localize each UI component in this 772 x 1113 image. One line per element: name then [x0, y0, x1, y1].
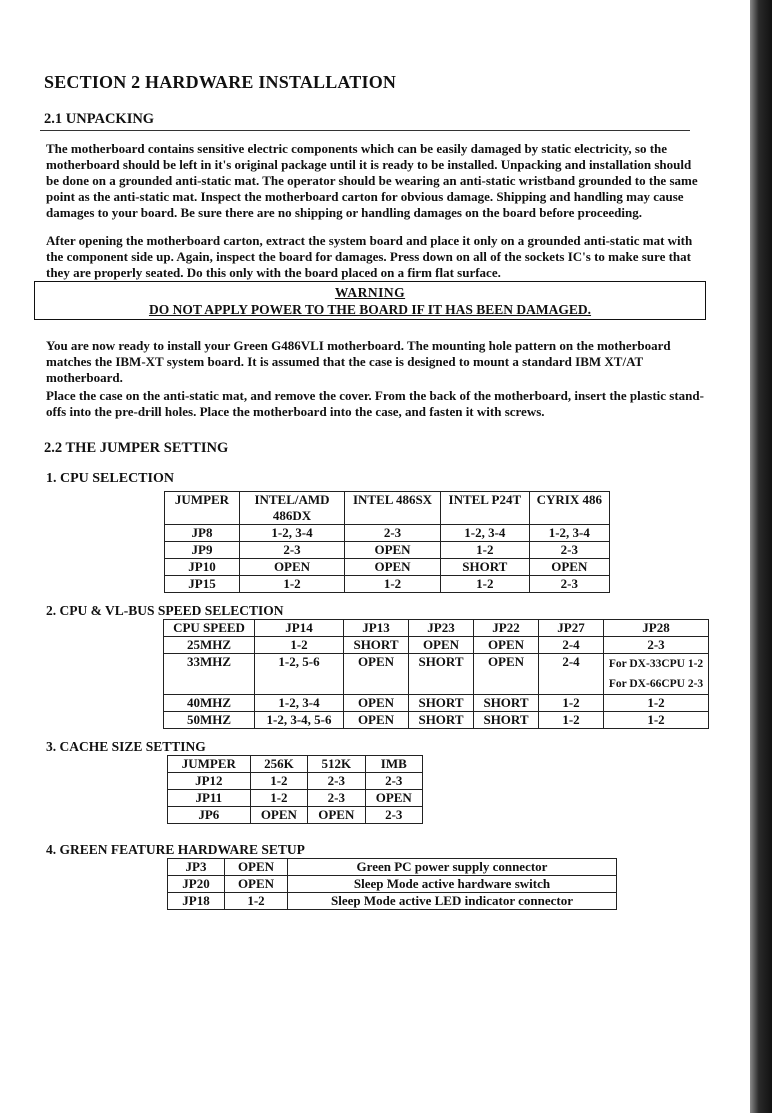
speed-selection-title: 2. CPU & VL-BUS SPEED SELECTION — [46, 603, 284, 618]
header-cell: JUMPER — [165, 492, 240, 525]
table-cell: 1-2 — [604, 712, 709, 729]
table-cell: 2-3 — [308, 773, 365, 790]
table-cell: 2-3 — [240, 542, 345, 559]
table-cell: 1-2, 3-4 — [240, 525, 345, 542]
table-cell: JP12 — [168, 773, 251, 790]
header-cell: JUMPER — [168, 756, 251, 773]
header-cell: JP22 — [474, 620, 539, 637]
header-cell: JP27 — [539, 620, 604, 637]
heading-rule — [40, 130, 690, 131]
table-cell: 1-2, 3-4 — [441, 525, 530, 542]
green-feature-title: 4. GREEN FEATURE HARDWARE SETUP — [46, 842, 305, 857]
table-cell: 1-2, 5-6 — [255, 654, 344, 695]
table-row — [164, 637, 709, 654]
table-cell: 25MHZ — [164, 637, 255, 654]
table-cell: 2-4 — [539, 637, 604, 654]
table-cell: 1-2 — [255, 637, 344, 654]
table-cell: OPEN — [225, 876, 288, 893]
table-cell: OPEN — [409, 637, 474, 654]
table-cell: OPEN — [344, 695, 409, 712]
jumper-heading: 2.2 THE JUMPER SETTING — [44, 440, 229, 456]
manual-page — [40, 72, 710, 910]
table-cell: 40MHZ — [164, 695, 255, 712]
table-cell: OPEN — [529, 559, 609, 576]
table-header-row — [164, 620, 709, 637]
table-cell: OPEN — [474, 637, 539, 654]
table-cell: OPEN — [250, 807, 307, 824]
table-row — [168, 876, 617, 893]
header-cell: 512K — [308, 756, 365, 773]
table-row — [168, 807, 423, 824]
table-row — [165, 542, 610, 559]
table-cell: 1-2 — [345, 576, 441, 593]
table-row — [165, 559, 610, 576]
table-row — [168, 893, 617, 910]
table-cell: OPEN — [240, 559, 345, 576]
table-header-row — [165, 492, 610, 525]
cpu-selection-table — [164, 491, 610, 593]
table-cell: JP18 — [168, 893, 225, 910]
table-cell: 1-2 — [539, 712, 604, 729]
jp28-option-dx33: For DX-33CPU 1-2 — [608, 658, 704, 670]
table-cell: JP20 — [168, 876, 225, 893]
cpu-selection-title: 1. CPU SELECTION — [46, 471, 174, 486]
table-cell: Green PC power supply connector — [288, 859, 617, 876]
header-cell: INTEL 486SX — [345, 492, 441, 525]
unpacking-paragraph-3: You are now ready to install your Green G486VLI motherboard. The mounting hole pattern on the motherboard matches the IBM-XT system board. It is assumed that the case is designed to mount a standard IBM XT/AT motherboard. — [46, 338, 671, 385]
table-cell: JP8 — [165, 525, 240, 542]
table-cell: OPEN — [345, 559, 441, 576]
header-cell: IMB — [365, 756, 422, 773]
warning-title: WARNING — [334, 285, 406, 300]
table-row — [164, 712, 709, 729]
table-cell: SHORT — [409, 695, 474, 712]
unpacking-paragraph-4: Place the case on the anti-static mat, and remove the cover. From the back of the motherboard, insert the plastic stand-offs into the pre-drill holes. Place the motherboard into the case, and fasten it with screws. — [46, 388, 704, 419]
table-cell: JP11 — [168, 790, 251, 807]
table-row — [168, 859, 617, 876]
table-cell: 2-4 — [539, 654, 604, 695]
unpacking-paragraph-1: The motherboard contains sensitive electric components which can be easily damaged by static electricity, so the motherboard should be left in it's original package until it is ready to be installed. Unpacking and installation should be done on a grounded anti-static mat. The operator should be wearing an anti-static wristband grounded to the same point as the anti-static mat. Inspect the motherboard carton for obvious damage. Shipping and handling may cause damages to your board. Be sure there are no shipping or handling damages on the board before proceeding. — [46, 141, 698, 220]
table-cell: OPEN — [365, 790, 422, 807]
table-cell: Sleep Mode active LED indicator connector — [288, 893, 617, 910]
table-cell: 1-2 — [240, 576, 345, 593]
section-title: SECTION 2 HARDWARE INSTALLATION — [44, 72, 397, 92]
table-cell: 1-2 — [604, 695, 709, 712]
table-row — [164, 695, 709, 712]
table-cell — [604, 654, 709, 695]
header-cell: JP13 — [344, 620, 409, 637]
scan-edge — [750, 0, 772, 1113]
table-cell: 2-3 — [529, 576, 609, 593]
table-cell: 2-3 — [604, 637, 709, 654]
header-cell: JP14 — [255, 620, 344, 637]
table-cell: 2-3 — [308, 790, 365, 807]
table-cell: SHORT — [474, 712, 539, 729]
table-cell: JP6 — [168, 807, 251, 824]
header-cell: CYRIX 486 — [529, 492, 609, 525]
table-cell: 2-3 — [345, 525, 441, 542]
table-cell: 1-2 — [539, 695, 604, 712]
table-row — [165, 576, 610, 593]
table-cell: OPEN — [308, 807, 365, 824]
table-cell: 2-3 — [365, 773, 422, 790]
table-cell: Sleep Mode active hardware switch — [288, 876, 617, 893]
table-row — [168, 773, 423, 790]
green-feature-table — [167, 858, 617, 910]
unpacking-heading: 2.1 UNPACKING — [44, 111, 155, 127]
table-cell: SHORT — [409, 654, 474, 695]
warning-text: DO NOT APPLY POWER TO THE BOARD IF IT HAS BEEN DAMAGED. — [148, 302, 592, 317]
table-cell: JP15 — [165, 576, 240, 593]
table-cell: OPEN — [344, 654, 409, 695]
table-cell: 1-2 — [225, 893, 288, 910]
table-cell: 1-2, 3-4 — [255, 695, 344, 712]
table-cell: 1-2, 3-4 — [529, 525, 609, 542]
header-cell: 256K — [250, 756, 307, 773]
table-cell: OPEN — [225, 859, 288, 876]
table-cell: 1-2 — [441, 542, 530, 559]
table-cell: JP3 — [168, 859, 225, 876]
warning-box — [34, 281, 706, 320]
table-cell: SHORT — [474, 695, 539, 712]
jp28-option-dx66: For DX-66CPU 2-3 — [608, 678, 704, 690]
table-header-row — [168, 756, 423, 773]
table-row — [165, 525, 610, 542]
table-cell: SHORT — [409, 712, 474, 729]
table-cell: SHORT — [441, 559, 530, 576]
table-cell: OPEN — [344, 712, 409, 729]
table-cell: 33MHZ — [164, 654, 255, 695]
table-cell: 1-2 — [250, 790, 307, 807]
table-cell: SHORT — [344, 637, 409, 654]
header-cell: JP23 — [409, 620, 474, 637]
unpacking-paragraph-2: After opening the motherboard carton, extract the system board and place it only on a grounded anti-static mat with the component side up. Again, inspect the board for damages. Press down on all of the sockets IC's to make sure that they are properly seated. Do this only with the board placed on a firm flat surface. — [46, 233, 693, 280]
table-cell: OPEN — [345, 542, 441, 559]
speed-selection-table — [163, 619, 709, 729]
table-cell: JP10 — [165, 559, 240, 576]
table-cell: 2-3 — [529, 542, 609, 559]
table-cell: 50MHZ — [164, 712, 255, 729]
table-cell: 1-2 — [250, 773, 307, 790]
table-cell: JP9 — [165, 542, 240, 559]
table-row — [164, 654, 709, 695]
table-cell: 2-3 — [365, 807, 422, 824]
header-cell: INTEL P24T — [441, 492, 530, 525]
table-cell: OPEN — [474, 654, 539, 695]
cache-size-table — [167, 755, 423, 824]
header-cell: CPU SPEED — [164, 620, 255, 637]
table-row — [168, 790, 423, 807]
table-cell: 1-2, 3-4, 5-6 — [255, 712, 344, 729]
cache-size-title: 3. CACHE SIZE SETTING — [46, 739, 206, 754]
table-cell: 1-2 — [441, 576, 530, 593]
header-cell: INTEL/AMD 486DX — [240, 492, 345, 525]
header-cell: JP28 — [604, 620, 709, 637]
